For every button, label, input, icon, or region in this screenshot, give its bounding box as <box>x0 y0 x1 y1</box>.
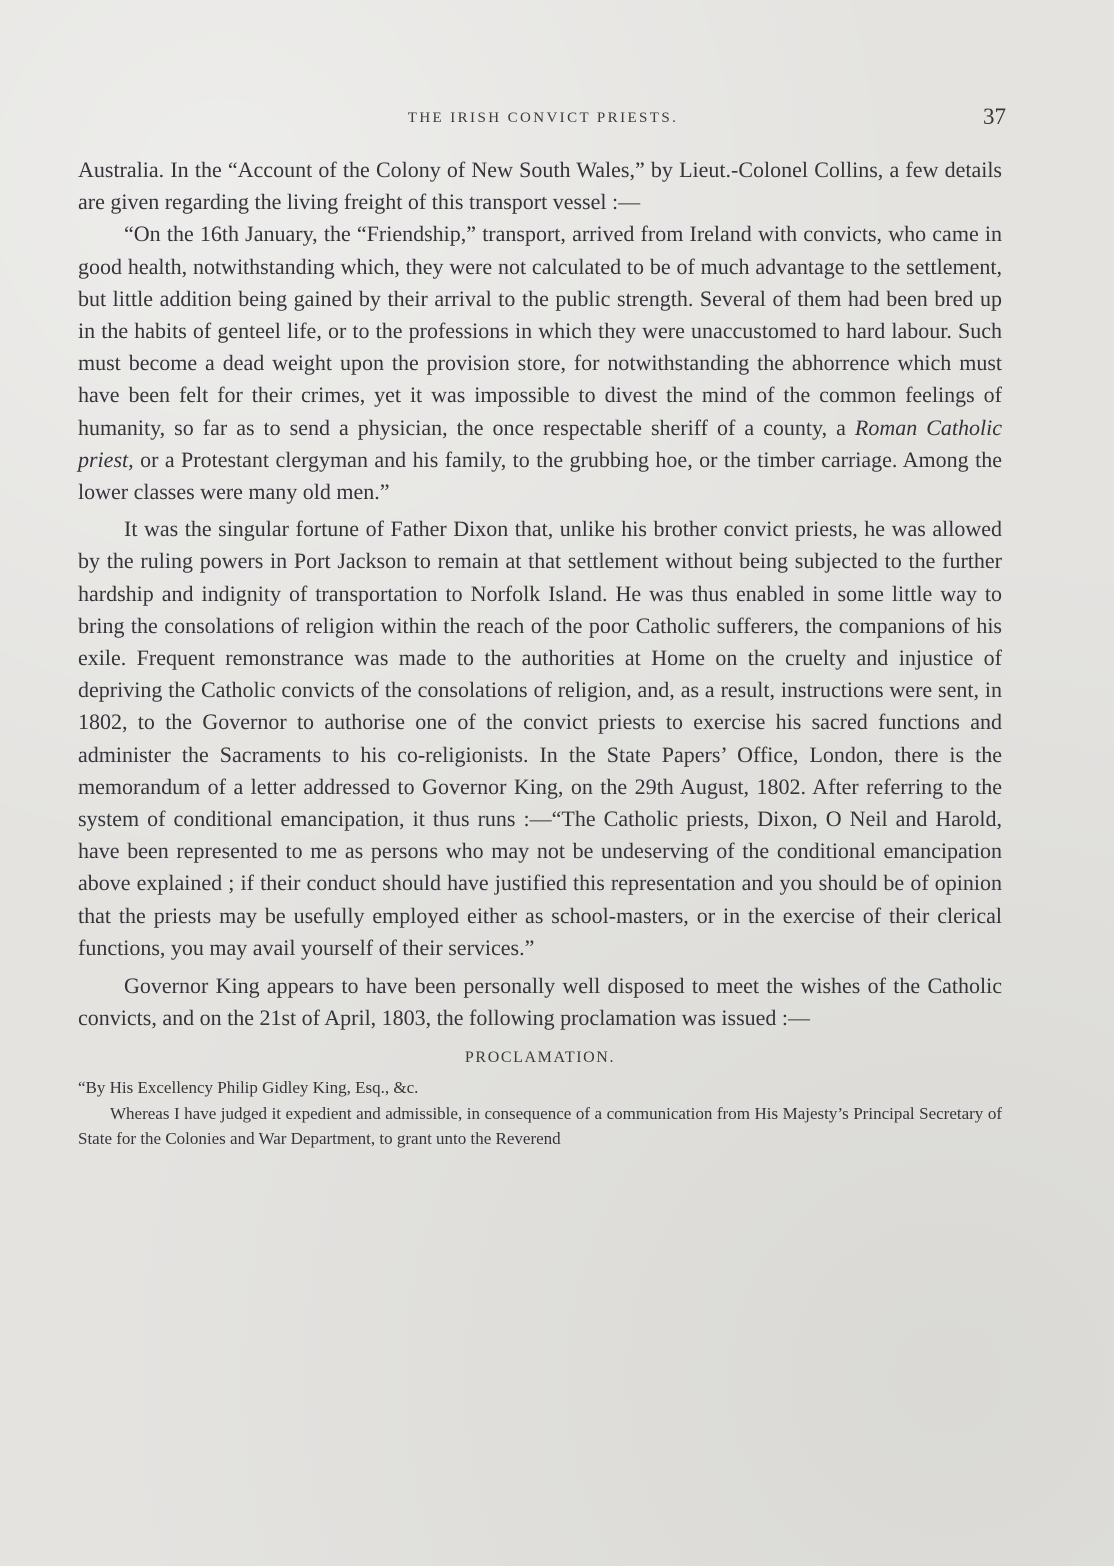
page-header <box>80 104 1006 134</box>
page-number: 37 <box>983 104 1006 129</box>
proclamation-line-1: “By His Excellency Philip Gidley King, Esq., &c. <box>78 1078 419 1098</box>
paragraph-2-part-1: “On the 16th January, the “Friendship,” transport, arrived from Ireland with convicts, who came in good health, notwithstanding which, they were not calculated to be of much advantage to the settlement, but little addition being gained by their arrival to the public strength. Several of them had been bred up in the habits of genteel life, or to the professions in which they were unaccustomed to hard labour. Such must become a dead weight upon the provision store, for notwithstanding the abhorrence which must have been felt for their crimes, yet it was impossible to divest the mind of the common feelings of humanity, so far as to send a physician, the once respectable sheriff of a county, a <box>78 221 1002 440</box>
paragraph-2-part-2: or a Protestant clergyman and his family, to the grubbing hoe, or the timber carriage. Among the lower classes were many old men.” <box>78 446 1002 505</box>
proclamation-heading: PROCLAMATION. <box>464 1049 616 1067</box>
paragraph-2 <box>78 218 1002 508</box>
running-title: THE IRISH CONVICT PRIESTS. <box>407 110 679 126</box>
paragraph-1: Australia. In the “Account of the Colony of New South Wales,” by Lieut.-Colonel Collins, a few details are given regarding the living freight of this transport vessel :— <box>78 157 1002 215</box>
page-body <box>78 154 1002 1151</box>
proclamation-line-2: Whereas I have judged it expedient and admissible, in consequence of a communication from His Majesty’s Principal Secretary of State for the Colonies and War Department, to grant unto the Reverend <box>78 1104 1002 1149</box>
paragraph-3: It was the singular fortune of Father Dixon that, unlike his brother convict priests, he was allowed by the ruling powers in Port Jackson to remain at that settlement without being subjected to the further hardship and indignity of transportation to Norfolk Island. He was thus enabled in some little way to bring the consolations of religion within the reach of the poor Catholic sufferers, the companions of his exile. Frequent remonstrance was made to the authorities at Home on the cruelty and injustice of depriving the Catholic convicts of the consolations of religion, and, as a result, instructions were sent, in 1802, to the Governor to authorise one of the convict priests to exercise his sacred functions and administer the Sacraments to his co-religionists. In the State Papers’ Office, London, there is the memorandum of a letter addressed to Governor King, on the 29th August, 1802. After referring to the system of conditional emancipation, it thus runs :—“The Catholic priests, Dixon, O Neil and Harold, have been represented to me as persons who may not be undeserving of the conditional emancipation above explained ; if their conduct should have justified this representation and you should be of opinion that the priests may be usefully employed either as school-masters, or in the exercise of their clerical functions, you may avail yourself of their services.” <box>78 516 1002 960</box>
paragraph-2-italic: Roman Catholic priest, <box>78 414 1002 472</box>
paragraph-4: Governor King appears to have been personally well disposed to meet the wishes of the Catholic convicts, and on the 21st of April, 1803, the following proclamation was issued :— <box>78 973 1002 1031</box>
